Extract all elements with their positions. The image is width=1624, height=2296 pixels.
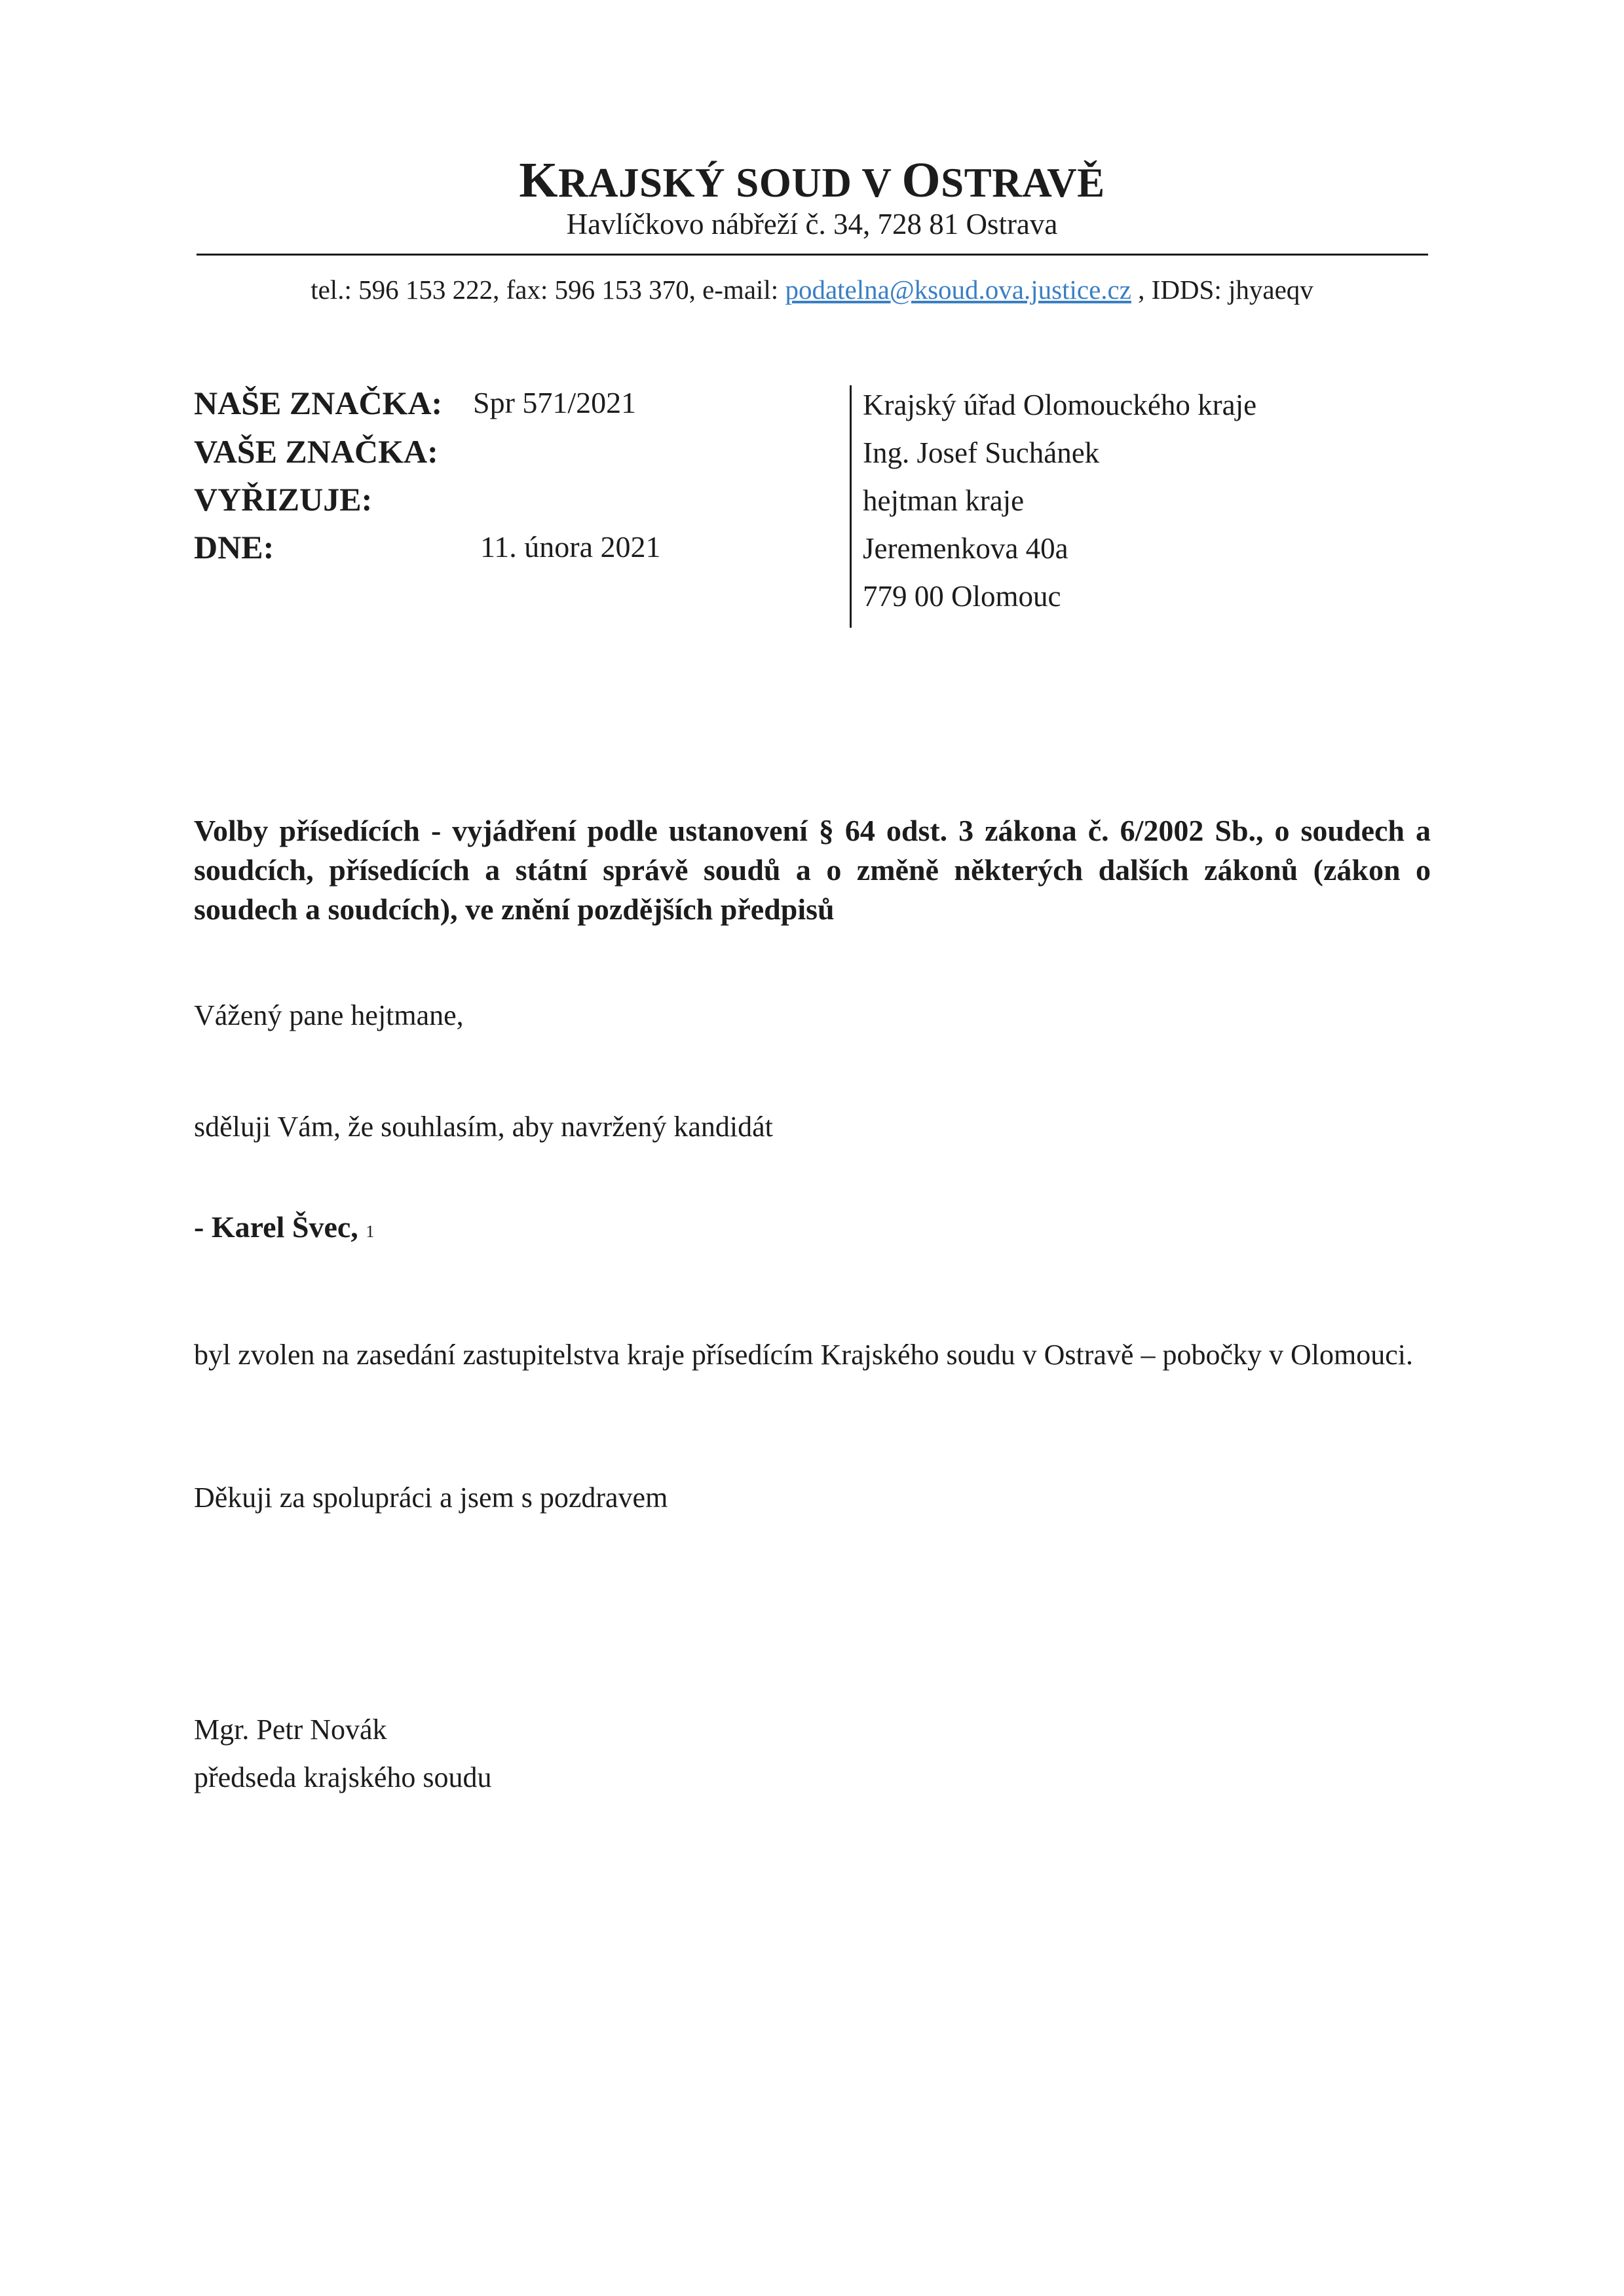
court-address: Havlíčkovo nábřeží č. 34, 728 81 Ostrava bbox=[566, 208, 1058, 240]
handler-label: VYŘIZUJE: bbox=[194, 481, 373, 518]
recipient-divider bbox=[850, 385, 852, 628]
contact-line bbox=[0, 274, 1624, 305]
body-paragraph-2: byl zvolen na zasedání zastupitelstva kraje přísedícím Krajského soudu v Ostravě – pobočky v Olomouci. bbox=[194, 1339, 1413, 1371]
our-reference-label: NAŠE ZNAČKA: bbox=[194, 385, 443, 421]
contact-idds: , IDDS: jhyaeqv bbox=[1131, 275, 1313, 305]
candidate-line bbox=[194, 1208, 1431, 1247]
our-reference-value: Spr 571/2021 bbox=[473, 386, 637, 419]
court-name-initial-2: O bbox=[901, 153, 941, 208]
recipient-city: 779 00 Olomouc bbox=[863, 580, 1061, 613]
closing: Děkuji za spolupráci a jsem s pozdravem bbox=[194, 1482, 668, 1514]
signatory-name: Mgr. Petr Novák bbox=[194, 1713, 387, 1746]
recipient-name: Ing. Josef Suchánek bbox=[863, 436, 1100, 469]
contact-phone-fax: tel.: 596 153 222, fax: 596 153 370, e-mail: bbox=[311, 275, 785, 305]
letter-subject: Volby přísedících - vyjádření podle ustanovení § 64 odst. 3 zákona č. 6/2002 Sb., o soudech a soudcích, přísedících a státní správě soudů a o změně některých dalších zákonů (zákon o soudech a soudcích), ve znění pozdějších předpisů bbox=[194, 814, 1431, 926]
date-value: 11. února 2021 bbox=[480, 530, 661, 564]
body-paragraph-1: sděluji Vám, že souhlasím, aby navržený kandidát bbox=[194, 1111, 773, 1143]
date-label: DNE: bbox=[194, 529, 274, 565]
header-divider bbox=[197, 254, 1428, 256]
your-reference-label: VAŠE ZNAČKA: bbox=[194, 433, 438, 470]
recipient-street: Jeremenkova 40a bbox=[863, 532, 1068, 565]
signatory-title: předseda krajského soudu bbox=[194, 1761, 492, 1793]
recipient-office: Krajský úřad Olomouckého kraje bbox=[863, 389, 1257, 421]
recipient-title: hejtman kraje bbox=[863, 484, 1025, 517]
court-name-initial-1: K bbox=[519, 153, 558, 208]
candidate-name: - Karel Švec, bbox=[194, 1210, 358, 1244]
email-link[interactable]: podatelna@ksoud.ova.justice.cz bbox=[785, 275, 1131, 305]
candidate-mark: 1 bbox=[366, 1222, 375, 1241]
salutation: Vážený pane hejtmane, bbox=[194, 999, 464, 1031]
court-name-part-1: RAJSKÝ SOUD V bbox=[558, 160, 902, 206]
court-name-part-2: STRAVĚ bbox=[941, 160, 1105, 206]
court-name bbox=[0, 152, 1624, 209]
